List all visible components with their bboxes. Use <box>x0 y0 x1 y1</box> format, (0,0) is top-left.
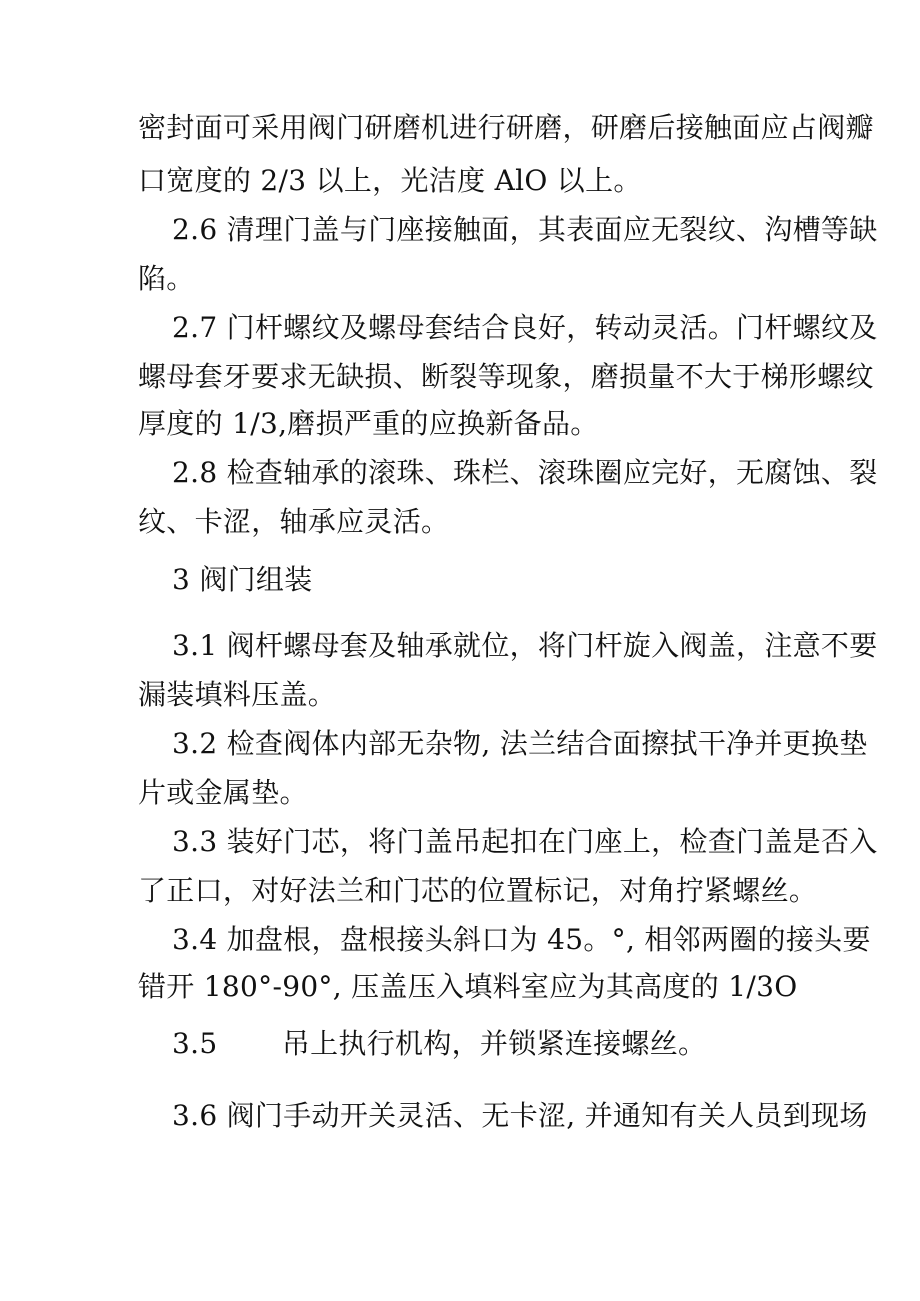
text-line: 2.6 清理门盖与门座接触面，其表面应无裂纹、沟槽等缺 <box>172 213 878 246</box>
text-line: 错开 180°-90°, 压盖压入填料室应为其高度的 1/3O <box>138 970 798 1003</box>
text-line: 3.2 检查阀体内部无杂物, 法兰结合面擦拭干净并更换垫 <box>172 727 868 760</box>
text-line: 密封面可采用阀门研磨机进行研磨，研磨后接触面应占阀瓣 <box>138 111 874 144</box>
text-line: 漏装填料压盖。 <box>138 678 337 711</box>
text-line: 螺母套牙要求无缺损、断裂等现象，磨损量不大于梯形螺纹 <box>138 360 874 393</box>
text-line: 口宽度的 2/3 以上，光洁度 AlO 以上。 <box>138 164 642 197</box>
section-heading: 3 阀门组装 <box>172 563 313 596</box>
text-line: 3.5 吊上执行机构，并锁紧连接螺丝。 <box>172 1027 707 1060</box>
text-line: 厚度的 1/3,磨损严重的应换新备品。 <box>138 407 599 440</box>
text-line: 片或金属垫。 <box>138 776 308 809</box>
text-line: 3.3 装好门芯，将门盖吊起扣在门座上，检查门盖是否入 <box>172 825 878 858</box>
text-line: 2.7 门杆螺纹及螺母套结合良好，转动灵活。门杆螺纹及 <box>172 311 878 344</box>
text-line: 纹、卡涩，轴承应灵活。 <box>138 505 450 538</box>
text-line: 3.1 阀杆螺母套及轴承就位，将门杆旋入阀盖，注意不要 <box>172 629 878 662</box>
text-line: 陷。 <box>138 262 195 295</box>
text-line: 3.4 加盘根，盘根接头斜口为 45。°, 相邻两圈的接头要 <box>172 923 871 956</box>
text-line: 3.6 阀门手动开关灵活、无卡涩, 并通知有关人员到现场 <box>172 1099 868 1132</box>
text-line: 2.8 检查轴承的滚珠、珠栏、滚珠圈应完好，无腐蚀、裂 <box>172 456 878 489</box>
text-line: 了正口，对好法兰和门芯的位置标记，对角拧紧螺丝。 <box>138 874 818 907</box>
